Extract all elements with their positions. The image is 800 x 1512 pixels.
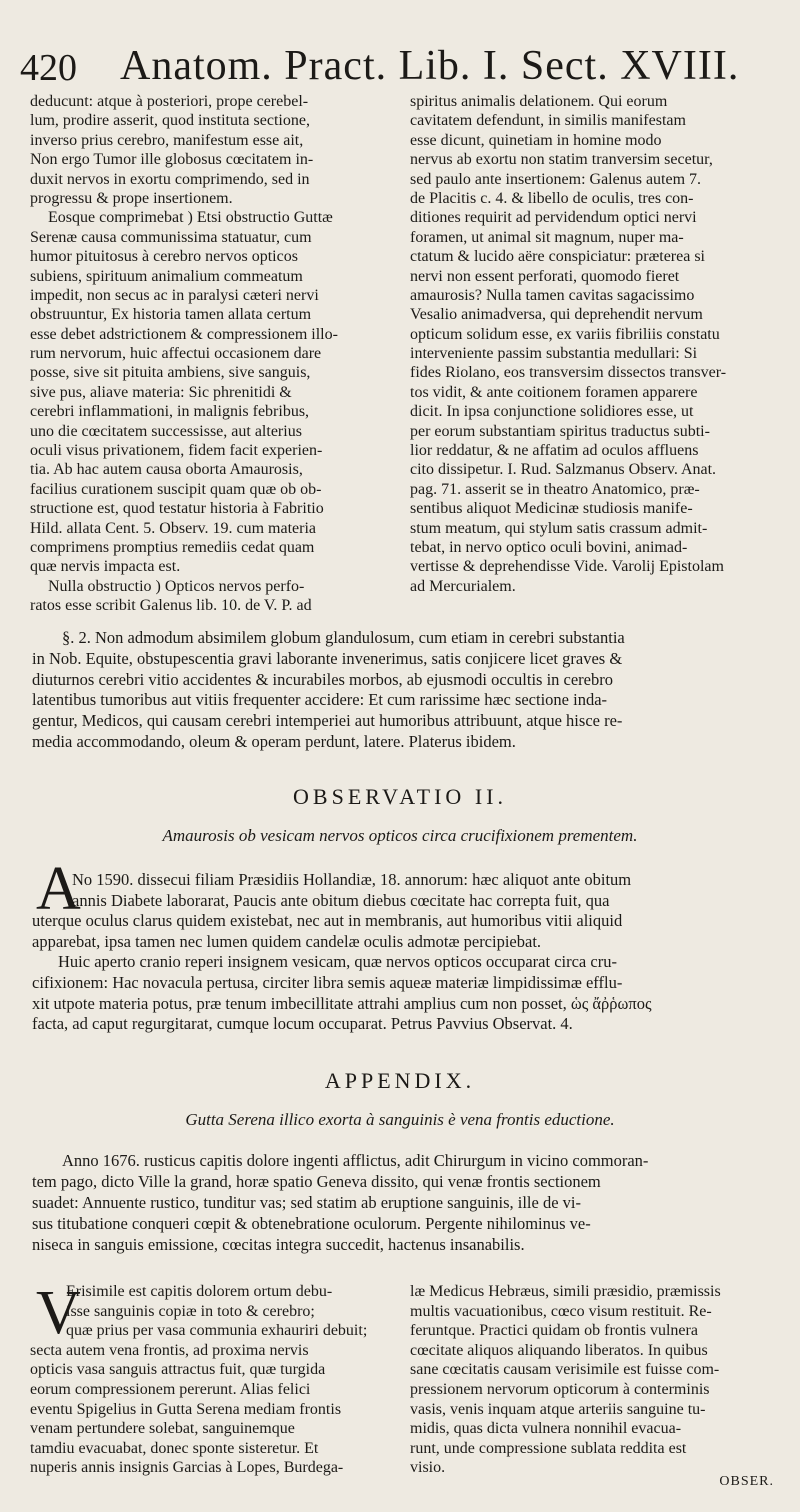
- text-line: cerebri inflammationi, in malignis febribus,: [30, 403, 310, 421]
- text-line: fides Riolano, eos transversim dissectos transver-: [410, 364, 727, 382]
- text-line: runt, unde compressione sublata reddita est: [410, 1439, 687, 1457]
- text-line: Serenæ causa communissima statuatur, cum: [30, 228, 312, 246]
- text-line: media accommodando, oleum & operam perdunt, latere. Platerus ibidem.: [32, 731, 516, 751]
- text-line: isse sanguinis copiæ in toto & cerebro;: [66, 1302, 315, 1320]
- appendix-subtitle: Gutta Serena illico exorta à sanguinis è vena frontis eductione.: [185, 1110, 615, 1129]
- dropcap-a: A: [36, 855, 81, 923]
- catchword: OBSER.: [719, 1474, 774, 1489]
- text-line: cavitatem defendunt, in similis manifestam: [410, 112, 686, 130]
- text-line: sane cœcitatis causam verisimile est fuisse com-: [410, 1361, 720, 1379]
- text-line: eventu Spigelius in Gutta Serena mediam frontis: [30, 1400, 342, 1418]
- text-line: in Nob. Equite, obstupescentia gravi laborante invenerimus, satis conjicere licet graves &: [32, 648, 623, 668]
- text-line: Nulla obstructio ) Opticos nervos perfo-: [48, 577, 305, 595]
- right-column: [410, 92, 770, 596]
- text-line: diuturnos cerebri vitio accidentes & incurabiles morbos, ab ejusmodi occultis in cerebro: [32, 669, 613, 689]
- text-line: progressu & prope insertionem.: [30, 189, 233, 207]
- text-line: ratos esse scribit Galenus lib. 10. de V. P. ad: [30, 597, 312, 615]
- text-line: Non ergo Tumor ille globosus cœcitatem in-: [30, 151, 314, 169]
- text-line: comprimens promptius remediis cedat quam: [30, 538, 315, 556]
- final-left-column: [30, 1279, 392, 1478]
- text-line: tia. Ab hac autem causa oborta Amaurosis,: [30, 461, 303, 479]
- text-line: secta autem vena frontis, ad proxima nervis: [30, 1341, 309, 1359]
- text-line: uterque oculus clarus quidem existebat, nec aut in membranis, aut humoribus vitii aliquid: [32, 911, 623, 931]
- text-line: dicit. In ipsa conjunctione solidiores esse, ut: [410, 403, 694, 421]
- text-line: sive pus, aliave materia: Sic phrenitidi &: [30, 383, 292, 401]
- text-line: vasis, venis inquam atque arteriis sanguine tu-: [410, 1400, 706, 1418]
- text-line: gentur, Medicos, qui causam cerebri intemperiei aut humoribus attribuunt, atque hisce re-: [32, 711, 623, 731]
- text-line: impedit, non secus ac in paralysi cæteri nervi: [30, 286, 319, 304]
- text-line: læ Medicus Hebræus, simili præsidio, præmissis: [410, 1283, 721, 1300]
- text-line: subiens, spirituum animalium commeatum: [30, 267, 303, 285]
- text-line: sus titubatione conqueri cœpit & obtenebratione oculorum. Pergente nihilominus ve-: [32, 1214, 591, 1233]
- text-line: pressionem nervorum opticorum à conterminis: [410, 1380, 710, 1398]
- appendix-body: [32, 1150, 767, 1255]
- text-line: opticum solidum esse, ex variis fibriliis constatu: [410, 325, 720, 343]
- text-line: eorum compressionem pererunt. Alias felici: [30, 1380, 311, 1398]
- text-line: No 1590. dissecui filiam Præsidiis Hollandiæ, 18. annorum: hæc aliquot ante obitum: [72, 870, 632, 889]
- text-line: rum nervorum, huic affectui occasionem dare: [30, 345, 322, 363]
- text-line: multis vacuationibus, cœco visum restituit. Re-: [410, 1302, 712, 1320]
- text-line: sentibus aliquot Medicinæ studiosis manife-: [410, 500, 693, 518]
- text-line: tamdiu evacuabat, donec sponte sisteretur. Et: [30, 1439, 319, 1457]
- text-line: tos vidit, & ante coitionem foramen apparere: [410, 383, 698, 401]
- text-line: de Placitis c. 4. & libello de oculis, tres con-: [410, 189, 694, 207]
- text-line: midis, quas dicta vulnera nonnihil evacua-: [410, 1420, 682, 1438]
- text-line: opticis vasa sanguis attractus fuit, quæ turgida: [30, 1361, 326, 1379]
- section-2-paragraph: [32, 628, 767, 753]
- text-line: feruntque. Practici quidam ob frontis vulnera: [410, 1322, 698, 1340]
- text-line: apparebat, ipsa tamen nec lumen quidem candelæ oculis admotæ percipiebat.: [32, 931, 542, 951]
- text-line: visio.: [410, 1459, 446, 1477]
- final-right-column: [410, 1282, 770, 1478]
- text-line: cœcitate aliquos aliquando liberatos. In quibus: [410, 1341, 708, 1359]
- text-line: Erisimile est capitis dolorem ortum debu-: [66, 1283, 333, 1300]
- text-line: duxit nervos in exortu comprimendo, sed in: [30, 170, 310, 188]
- text-line: lior reddatur, & ne affatim ad oculos affluens: [410, 442, 699, 460]
- text-line: oculi visus privationem, fidem facit experien-: [30, 442, 323, 460]
- page-header: [20, 42, 790, 90]
- text-line: ctatum & lucido aëre conspiciatur: præterea si: [410, 248, 705, 266]
- text-line: lum, prodire asserit, quod instituta sectione,: [30, 112, 310, 130]
- text-line: nuperis annis insignis Garcias à Lopes, Burdega-: [30, 1459, 344, 1477]
- text-line: Anno 1676. rusticus capitis dolore ingenti afflictus, adit Chirurgum in vicino commoran-: [62, 1151, 649, 1170]
- text-line: deducunt: atque à posteriori, prope cerebel-: [30, 93, 309, 110]
- observatio-title: OBSERVATIO II.: [293, 784, 507, 809]
- text-line: structione est, quod testatur historia à Fabritio: [30, 500, 324, 518]
- text-line: nervus ab exortu non statim tranversim secetur,: [410, 151, 713, 169]
- text-line: cito dissipetur. I. Rud. Salzmanus Observ. Anat.: [410, 461, 717, 479]
- text-line: nervi non essent perforati, quomodo fieret: [410, 267, 680, 285]
- text-line: sed paulo ante insertionem: Galenus autem 7.: [410, 170, 702, 188]
- text-line: facilius curationem suscipit quam quæ ob ob-: [30, 480, 322, 498]
- text-line: esse dicunt, quinetiam in homine modo: [410, 131, 662, 149]
- text-line: foramen, ut animal sit magnum, nuper ma-: [410, 228, 684, 246]
- text-line: facta, ad caput regurgitarat, cumque locum occuparat. Petrus Pavvius Observat. 4.: [32, 1014, 573, 1034]
- text-line: uno die cœcitatem successisse, aut alterius: [30, 422, 302, 440]
- text-line: amaurosis? Nulla tamen cavitas sagacissimo: [410, 286, 695, 304]
- text-line: stum meatum, qui stylum satis crassum admit-: [410, 519, 708, 537]
- text-line: Hild. allata Cent. 5. Observ. 19. cum materia: [30, 519, 316, 537]
- text-line: posse, sive sit pituita ambiens, sive sanguis,: [30, 364, 311, 382]
- text-line: quæ prius per vasa communia exhauriri debuit;: [66, 1322, 368, 1340]
- text-line: §. 2. Non admodum absimilem globum glandulosum, cum etiam in cerebri substantia: [62, 628, 625, 647]
- text-line: spiritus animalis delationem. Qui eorum: [410, 93, 668, 110]
- text-line: interveniente passim substantia medullari: Si: [410, 345, 698, 363]
- text-line: Vesalio animadversa, qui deprehendit nervum: [410, 306, 703, 324]
- observatio-subtitle: Amaurosis ob vesicam nervos opticos circa crucifixionem prementem.: [162, 826, 638, 845]
- text-line: inverso prius cerebro, manifestum esse ait,: [30, 131, 304, 149]
- running-title: Anatom. Pract. Lib. I. Sect. XVIII.: [120, 43, 740, 89]
- text-line: niseca in sanguis emissione, cœcitas integra succedit, hactenus insanabilis.: [32, 1235, 525, 1254]
- text-line: tebat, in nervo optico oculi bovini, animad-: [410, 538, 688, 556]
- text-line: obstruuntur, Ex historia tamen allata certum: [30, 306, 312, 324]
- text-line: ditiones requirit ad pervidendum optici nervi: [410, 209, 697, 227]
- text-line: latentibus tumoribus aut vitiis frequenter accidere: Et cum rarissime hæc sectione inda-: [32, 690, 608, 710]
- text-line: esse debet adstrictionem & compressionem illo-: [30, 325, 338, 343]
- text-line: suadet: Annuente rustico, tunditur vas; sed statim ab eruptione sanguinis, ille de vi-: [32, 1193, 581, 1212]
- page-number: 420: [20, 47, 77, 89]
- text-line: Eosque comprimebat ) Etsi obstructio Guttæ: [48, 209, 333, 227]
- text-line: venam pertundere solebat, sanguinemque: [30, 1420, 295, 1438]
- text-line: ad Mercurialem.: [410, 577, 516, 595]
- left-column: [30, 92, 392, 616]
- text-line: Huic aperto cranio reperi insignem vesicam, quæ nervos opticos occuparat circa cru-: [58, 952, 617, 972]
- observatio-body: [32, 870, 767, 1035]
- appendix-title: APPENDIX.: [324, 1068, 476, 1093]
- text-line: pag. 71. asserit se in theatro Anatomico, præ-: [410, 480, 700, 498]
- text-line: per eorum substantiam spiritus traductus subti-: [410, 422, 710, 440]
- text-line: tem pago, dicto Ville la grand, horæ spatio Geneva dissito, qui venæ frontis sectionem: [32, 1172, 601, 1191]
- text-line: humor pituitosus à cerebro nervos opticos: [30, 248, 298, 266]
- dropcap-v: V: [36, 1279, 81, 1347]
- text-line: quæ nervis impacta est.: [30, 558, 181, 576]
- text-line: vertisse & deprehendisse Vide. Varolij Epistolam: [410, 558, 724, 576]
- text-line: xit utpote materia potus, præ tenum imbecillitate attrahi amplius cum non posset, ὡς ἄῤῥωπος: [32, 993, 652, 1013]
- text-line: annis Diabete laborarat, Paucis ante obitum diebus cœcitate hac correpta fuit, qua: [72, 890, 610, 910]
- text-line: cifixionem: Hac novacula pertusa, circiter libra semis aqueæ materiæ limpidissimæ efflu-: [32, 972, 623, 992]
